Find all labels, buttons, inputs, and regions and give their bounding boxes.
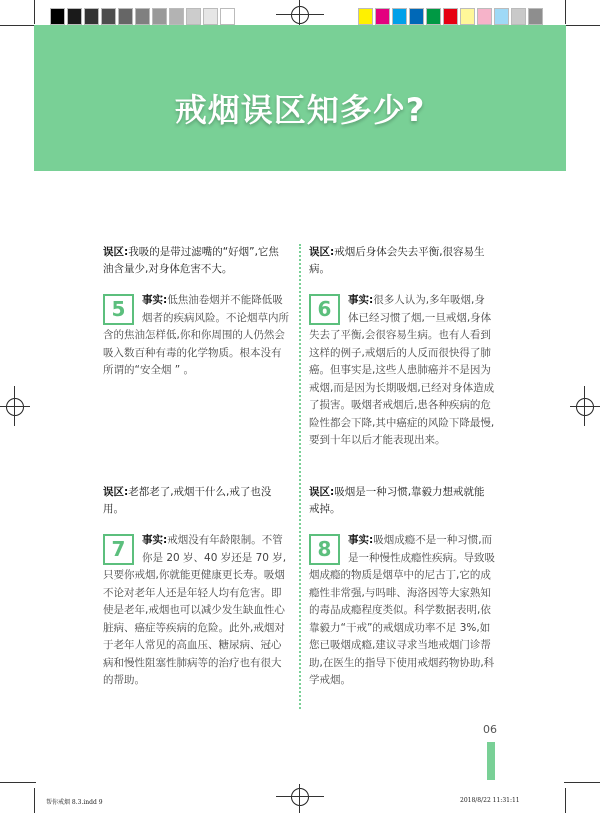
myth-label: 误区:	[309, 246, 335, 258]
myth-card-8	[309, 484, 495, 690]
fact-label: 事实:	[142, 534, 168, 546]
number-badge: 5	[103, 294, 134, 325]
color-swatch	[494, 8, 509, 25]
slug-filename: 帮你戒烟 8.3.indd 9	[46, 799, 103, 806]
registration-mark-icon	[276, 796, 324, 797]
registration-mark-icon	[14, 386, 15, 426]
myth-text: 我吸的是带过滤嘴的“好烟”,它焦油含量少,对身体危害不大。	[103, 246, 279, 275]
color-swatch	[477, 8, 492, 25]
crop-mark	[34, 0, 35, 24]
registration-mark-icon	[291, 6, 309, 24]
page-number: 06	[483, 723, 497, 736]
cmyk-color-bar	[358, 8, 545, 25]
color-swatch	[358, 8, 373, 25]
fact-block	[103, 292, 289, 380]
number-badge: 8	[309, 534, 340, 565]
column-divider	[299, 244, 301, 709]
fact-label: 事实:	[348, 534, 374, 546]
crop-mark	[0, 25, 36, 26]
crop-mark	[0, 782, 36, 783]
myth-label: 误区:	[103, 486, 129, 498]
registration-mark-icon	[6, 398, 24, 416]
color-swatch	[101, 8, 116, 25]
color-swatch	[375, 8, 390, 25]
fact-block	[309, 532, 495, 690]
fact-text: 很多人认为,多年吸烟,身体已经习惯了烟,一旦戒烟,身体失去了平衡,会很容易生病。也有人看到这样的例子,戒烟后的人反而很快得了肺癌。但事实是,这些人患肺癌并不是因为戒烟,而是因为长期吸烟,已经对身体造成了损害。吸烟者戒烟后,患各种疾病的危险性都会下降,其中癌症的风险下降最慢,要到十年以后才能表现出来。	[309, 294, 495, 446]
fact-text: 吸烟成瘾不是一种习惯,而是一种慢性成瘾性疾病。导致吸烟成瘾的物质是烟草中的尼古丁,它的成瘾性非常强,与吗啡、海洛因等大家熟知的毒品成瘾程度类似。科学数据表明,依靠毅力“干戒”的戒烟成功率不足 3%,如您已吸烟成瘾,建议寻求当地戒烟门诊帮助,在医生的指导下使用戒烟药物协助,科学戒烟。	[309, 534, 495, 686]
crop-mark	[565, 788, 566, 813]
myth-card-6	[309, 244, 495, 450]
fact-block	[309, 292, 495, 450]
myth-card-7	[103, 484, 289, 690]
color-swatch	[118, 8, 133, 25]
myth-statement	[309, 244, 495, 278]
registration-mark-icon	[0, 406, 30, 407]
color-swatch	[392, 8, 407, 25]
color-swatch	[426, 8, 441, 25]
registration-mark-icon	[299, 784, 300, 813]
color-swatch	[84, 8, 99, 25]
myth-text: 老都老了,戒烟干什么,戒了也没用。	[103, 486, 272, 515]
color-swatch	[511, 8, 526, 25]
registration-mark-icon	[291, 788, 309, 806]
myth-text: 吸烟是一种习惯,靠毅力想戒就能戒掉。	[309, 486, 485, 515]
registration-mark-icon	[570, 406, 600, 407]
color-swatch	[409, 8, 424, 25]
registration-mark-icon	[584, 386, 585, 426]
crop-mark	[564, 25, 600, 26]
color-swatch	[460, 8, 475, 25]
page-number-bar	[487, 742, 495, 780]
color-swatch	[152, 8, 167, 25]
myth-text: 戒烟后身体会失去平衡,很容易生病。	[309, 246, 485, 275]
crop-mark	[565, 0, 566, 24]
myth-statement	[103, 244, 289, 278]
number-badge: 7	[103, 534, 134, 565]
myth-statement	[103, 484, 289, 518]
myth-card-5	[103, 244, 289, 380]
color-swatch	[203, 8, 218, 25]
number-badge: 6	[309, 294, 340, 325]
color-swatch	[220, 8, 235, 25]
myth-statement	[309, 484, 495, 518]
fact-text: 低焦油卷烟并不能降低吸烟者的疾病风险。不论烟草内所含的焦油怎样低,你和你周围的人仍然会吸入数百种有毒的化学物质。根本没有所谓的“安全烟 ” 。	[103, 294, 289, 376]
color-swatch	[169, 8, 184, 25]
page-title: 戒烟误区知多少?	[174, 91, 426, 129]
fact-block	[103, 532, 289, 690]
registration-mark-icon	[576, 398, 594, 416]
fact-label: 事实:	[348, 294, 374, 306]
color-swatch	[186, 8, 201, 25]
color-swatch	[50, 8, 65, 25]
slug-timestamp: 2018/8/22 11:31:11	[460, 797, 520, 804]
color-swatch	[443, 8, 458, 25]
fact-text: 戒烟没有年龄限制。不管你是 20 岁、40 岁还是 70 岁,只要你戒烟,你就能更健康更长寿。吸烟不论对老年人还是年轻人均有危害。即使是老年,戒烟也可以减少发生缺血性心脏病、癌症等疾病的危险。此外,戒烟对于老年人常见的高血压、糖尿病、冠心病和慢性阻塞性肺病等的治疗也有很大的帮助。	[103, 534, 287, 686]
registration-mark-icon	[276, 14, 324, 15]
color-swatch	[528, 8, 543, 25]
grayscale-color-bar	[50, 8, 237, 25]
color-swatch	[67, 8, 82, 25]
myth-label: 误区:	[309, 486, 335, 498]
crop-mark	[564, 782, 600, 783]
color-swatch	[135, 8, 150, 25]
fact-label: 事实:	[142, 294, 168, 306]
crop-mark	[34, 788, 35, 813]
myth-label: 误区:	[103, 246, 129, 258]
header-banner	[34, 25, 566, 171]
registration-mark-icon	[299, 0, 300, 28]
